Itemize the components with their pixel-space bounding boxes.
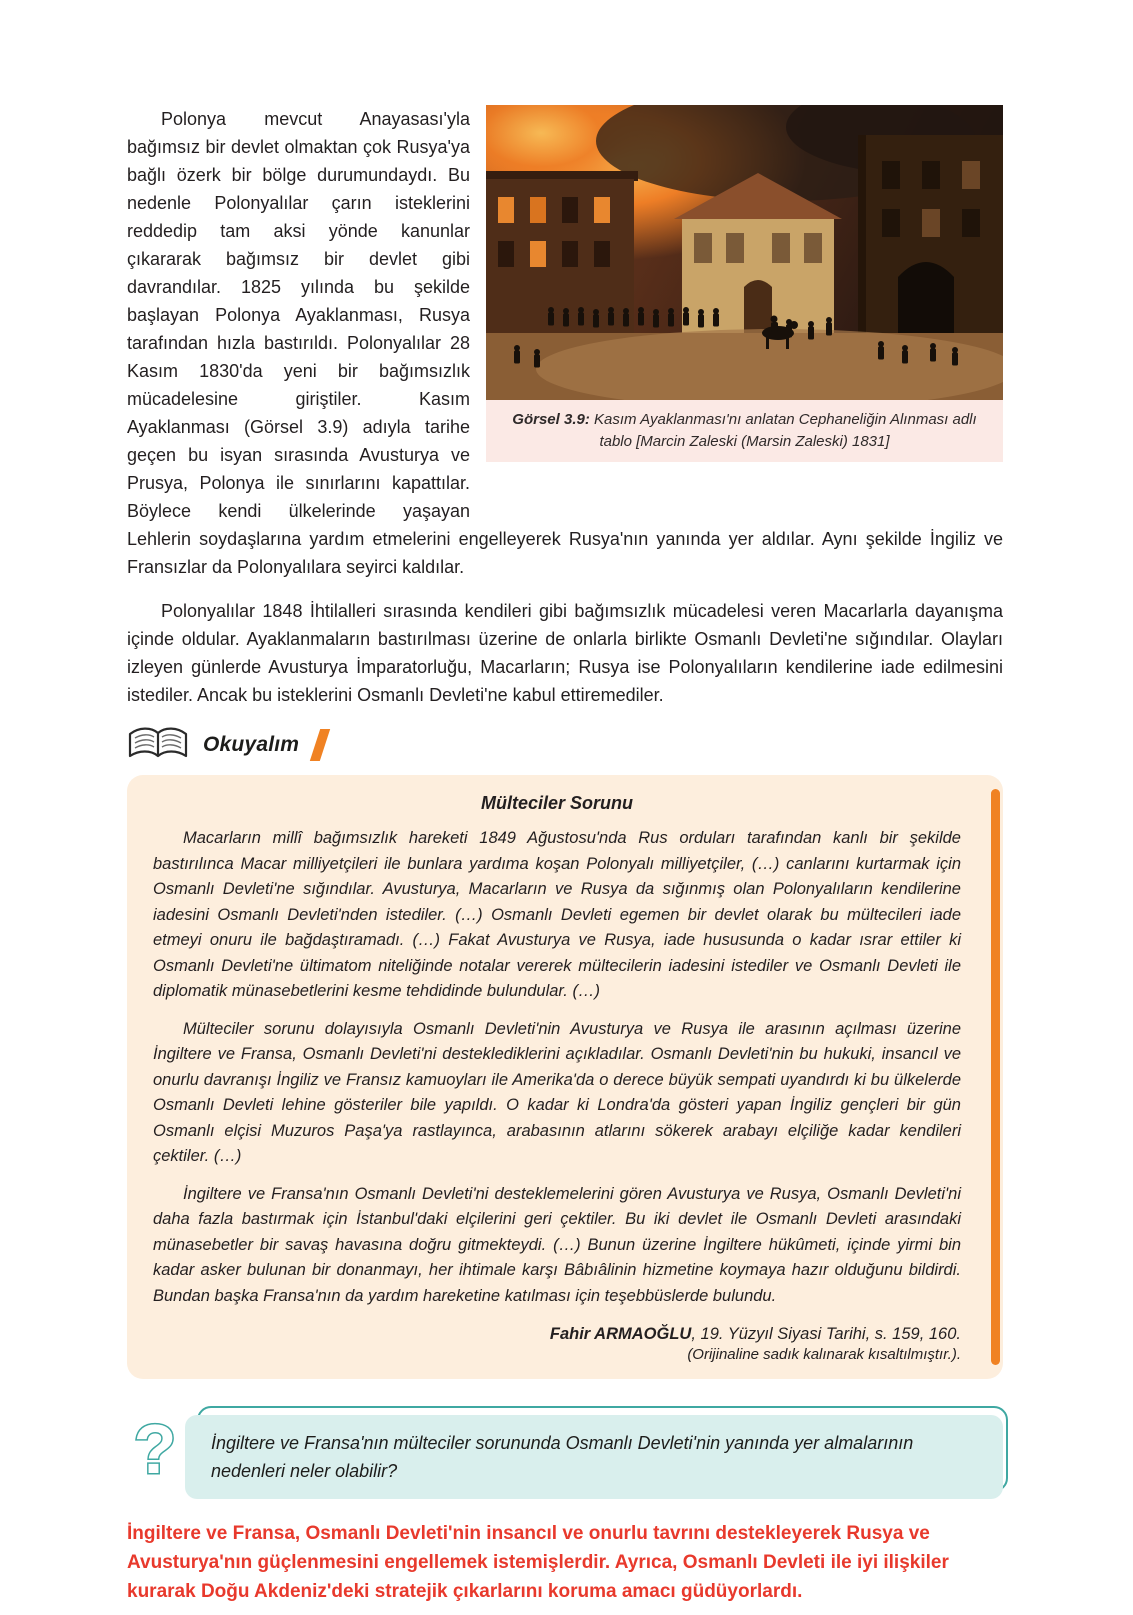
reading-paragraph-3: İngiltere ve Fransa'nın Osmanlı Devleti'ni desteklemelerini gören Avusturya ve Rusya, Osmanlı Devleti'ni daha fazla bastırmak için İstanbul'daki elçilerini geri çektiler. Bu iki devlet ile Osmanlı Devleti arasındaki münasebetler bir savaş havasına doğru gitmekteydi. (…) Bunun üzerine İngiltere hükûmeti, içinde yirmi bin kadar asker bulunan bir donanmayı, her ihtimale karşı Bâbıâlinin hizmetine koymaya hazır olduğunu bildirdi. Bundan başka Fransa'nın da yardım hareketine katılması için teşebbüslerde bulundu. bbox=[153, 1184, 961, 1305]
question-section bbox=[127, 1411, 1003, 1501]
question-mark-icon bbox=[127, 1411, 183, 1497]
attribution-author: Fahir ARMAOĞLU bbox=[549, 1325, 692, 1343]
open-book-icon bbox=[127, 723, 191, 767]
answer-text: İngiltere ve Fransa, Osmanlı Devleti'nin insancıl ve onurlu tavrını destekleyerek Rusya ve Avusturya'nın güçlenmesini engellemek istemişlerdir. Ayrıca, Osmanlı Devleti ile iyi ilişkiler kurarak Doğu Akdeniz'deki stratejik çıkarlarını koruma amacı güdüyorlardı. bbox=[127, 1523, 949, 1602]
figure-caption-label: Görsel 3.9: bbox=[512, 411, 590, 428]
figure-caption bbox=[486, 400, 1003, 462]
svg-text:?: ? bbox=[133, 1411, 177, 1488]
reading-paragraph-1: Macarların millî bağımsızlık hareketi 1849 Ağustosu'nda Rus orduları tarafından kanlı bir şekilde bastırılınca Macar milliyetçileri ile bunlara yardıma koşan Polonyalı milliyetçiler, (…) canlarını kurtarmak için Osmanlı Devleti'ne sığındılar. Avusturya, Macarların ve Rusya da sığınmış olan Polonyalıların kendilerine iadesini Osmanlı Devleti'nden istediler. (…) Osmanlı Devleti egemen bir devlet olarak bu mültecileri iade etmeyi onuru ile bağdaştıramadı. (…) Fakat Avusturya ve Rusya, iade hususunda o kadar ısrar ettiler ki Osmanlı Devleti'ne ültimatom niteliğinde notalar vererek mültecilerin iadesini istediler ve Osmanlı Devleti ile diplomatik münasebetlerini kesme tehdidinde bulundular. (…) bbox=[153, 829, 961, 1000]
painting-image bbox=[486, 105, 1003, 400]
reading-accent-bar bbox=[991, 789, 1000, 1365]
intro-paragraph-column: Polonya mevcut Anayasası'yla bağımsız bir devlet olmaktan çok Rusya'ya bağlı özerk bir bölge durumundaydı. Bu nedenle Polonyalılar çarın isteklerini reddedip tam aksi yönde kanunlar çıkararak bağımsız bir devlet gibi davrandılar. 1825 yılında bu şekilde başlayan Polonya Ayaklanması, Rusya tarafından hızla bastırıldı. Polonyalılar 28 Kasım 1830'da yeni bir bağımsızlık mücadelesine giriştiler. Kasım Ayaklanması (Görsel 3.9) adıyla tarihe geçen bu isyan sırasında Avusturya ve Prusya, Polonya ile sınırlarını kapattılar. bbox=[127, 109, 470, 493]
okuyalim-header bbox=[127, 723, 1003, 767]
okuyalim-accent-bar bbox=[310, 729, 330, 761]
question-text: İngiltere ve Fransa'nın mülteciler sorununda Osmanlı Devleti'nin yanında yer almalarının nedenleri neler olabilir? bbox=[211, 1433, 914, 1481]
figure-3-9 bbox=[486, 105, 1003, 462]
okuyalim-label: Okuyalım bbox=[203, 733, 300, 756]
painting-svg bbox=[486, 105, 1003, 400]
second-paragraph: Polonyalılar 1848 İhtilalleri sırasında kendileri gibi bağımsızlık mücadelesi veren Macarlarla dayanışma içinde oldular. Ayaklanmaların bastırılması üzerine de onlarla birlikte Osmanlı Devleti'ne sığındılar. Olayları izleyen günlerde Avusturya İmparatorluğu, Macarların; Rusya ise Polonyalıların kendilerine iade edilmesini istediler. Ancak bu isteklerini Osmanlı Devleti'ne kabul ettiremediler. bbox=[127, 601, 1003, 705]
reading-paragraph-2: Mülteciler sorunu dolayısıyla Osmanlı Devleti'nin Avusturya ve Rusya ile arasının açılması üzerine İngiltere ve Fransa, Osmanlı Devleti'ni desteklediklerini açıkladılar. Osmanlı Devleti'nin bu hukuki, insancıl ve onurlu davranışı İngiliz ve Fransız kamuoyları ile Amerika'da o derece büyük sempati uyandırdı ki bu ülkelerde Osmanlı Devleti lehine gösteriler bile yapıldı. O kadar ki Londra'da gösteri yapan İngiliz gençleri bir gün Osmanlı elçisi Muzuros Paşa'ya rastlayınca, arabasının atlarını sökerek arabayı elçiliğe kadar kendileri çektiler. (…) bbox=[153, 1019, 961, 1165]
figure-caption-text: Kasım Ayaklanması'nı anlatan Cephaneliğin Alınması adlı tablo [Marcin Zaleski (Marsin Zaleski) 1831] bbox=[594, 411, 977, 450]
reading-attribution-note: (Orijinaline sadık kalınarak kısaltılmıştır.). bbox=[687, 1346, 961, 1363]
reading-attribution bbox=[153, 1325, 961, 1344]
question-box bbox=[185, 1415, 1003, 1499]
attribution-source: , 19. Yüzyıl Siyasi Tarihi, s. 159, 160. bbox=[691, 1325, 961, 1343]
reading-title: Mülteciler Sorunu bbox=[480, 793, 633, 813]
intro-paragraph-fullwidth: Böylece kendi ülkelerinde yaşayan Lehlerin soydaşlarına yardım etmelerini engelleyerek Rusya'nın yanında yer aldılar. Aynı şekilde İngiliz ve Fransızlar da Polonyalılara seyirci kaldılar. bbox=[127, 501, 1003, 577]
intro-section bbox=[127, 105, 1003, 709]
reading-box bbox=[127, 775, 1003, 1379]
